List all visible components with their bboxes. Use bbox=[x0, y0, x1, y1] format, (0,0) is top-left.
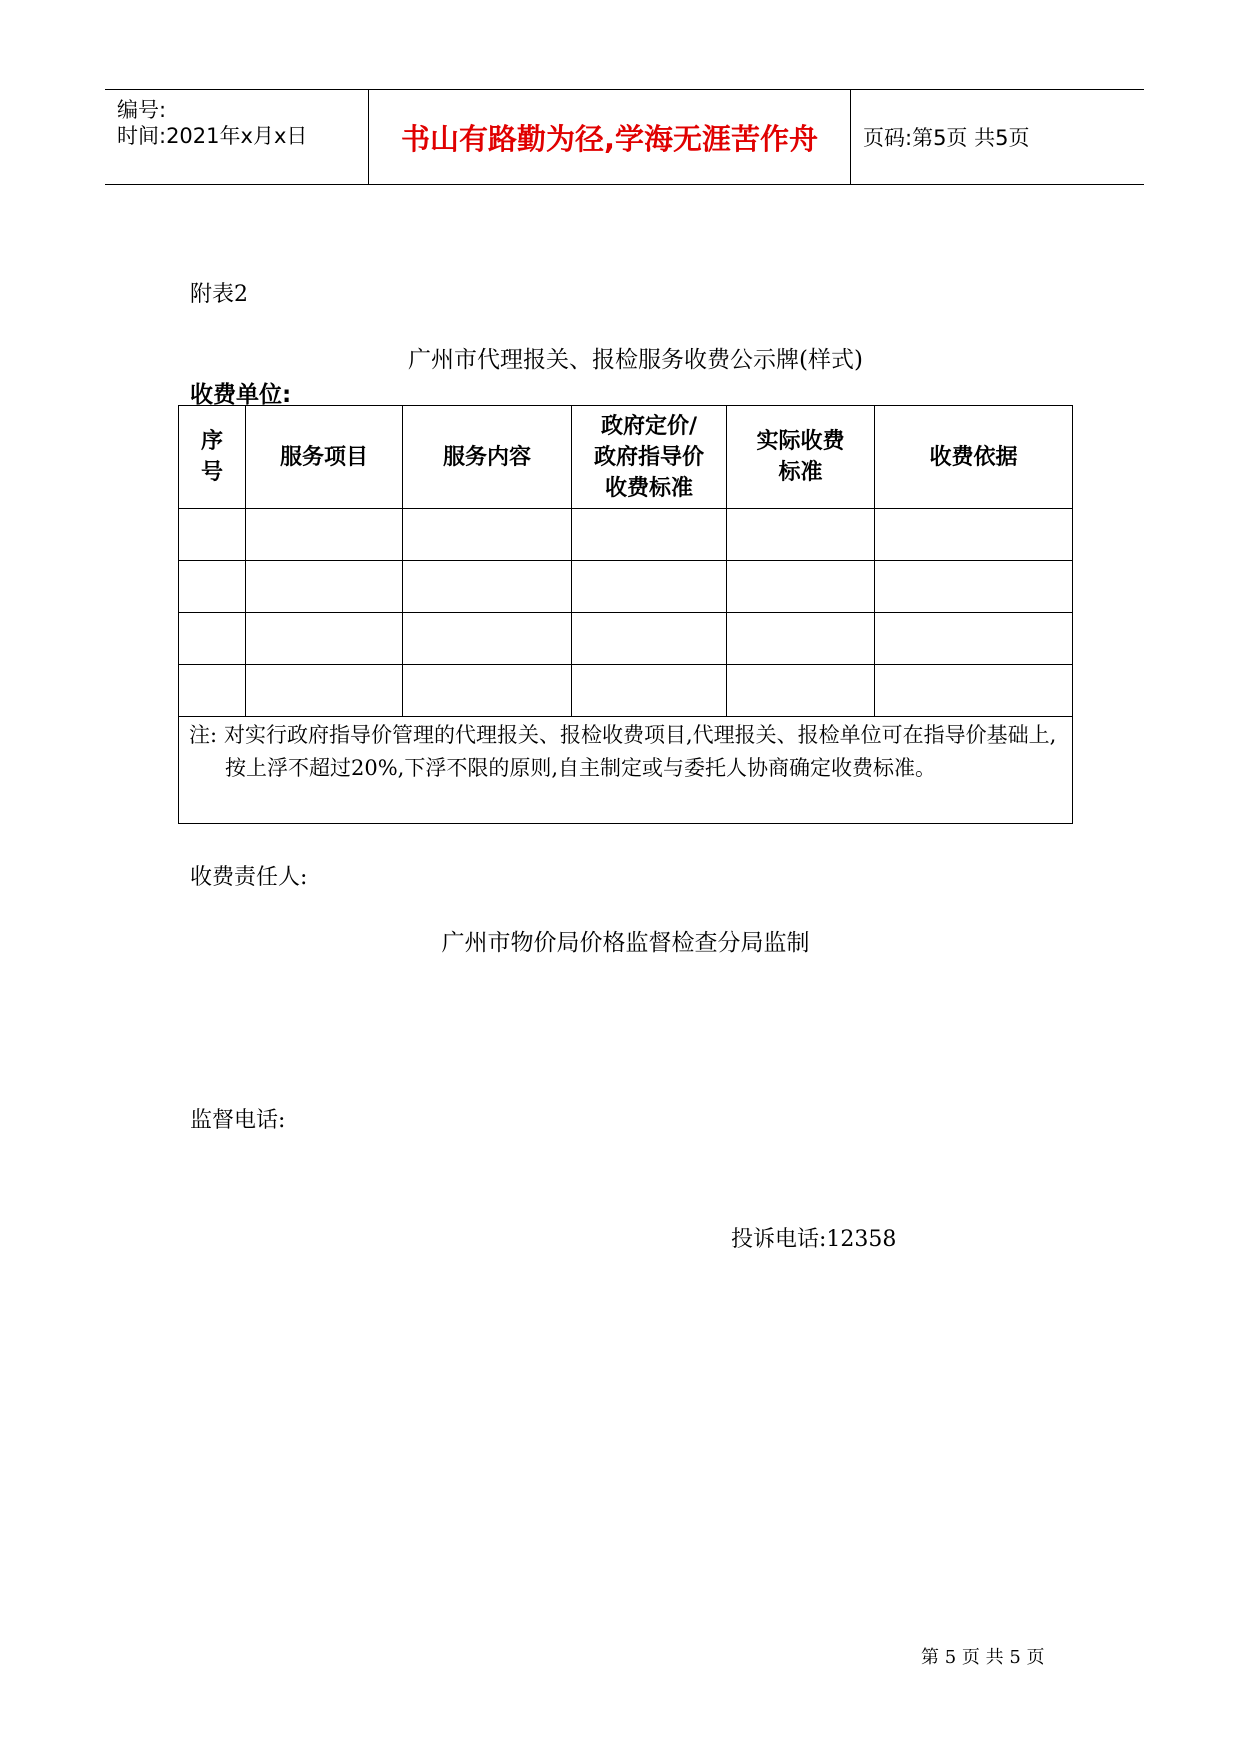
fee-unit-label: 收费单位: bbox=[190, 382, 292, 408]
table-cell bbox=[572, 613, 727, 665]
table-row bbox=[179, 665, 1073, 717]
page-footer: 第 5 页 共 5 页 bbox=[921, 1647, 1045, 1668]
header-serial-number: 序 号 bbox=[179, 406, 246, 509]
table-note bbox=[179, 717, 1073, 824]
table-header-row bbox=[179, 406, 1073, 509]
complaint-hotline: 投诉电话:12358 bbox=[731, 1227, 897, 1252]
table-cell bbox=[179, 665, 246, 717]
table-cell bbox=[727, 509, 875, 561]
table-cell bbox=[179, 509, 246, 561]
table-cell bbox=[179, 613, 246, 665]
note-text: 对实行政府指导价管理的代理报关、报检收费项目,代理报关、报检单位可在指导价基础上,按上浮不超过20%,下浮不限的原则,自主制定或与委托人协商确定收费标准。 bbox=[224, 723, 1057, 780]
table-note-row bbox=[179, 717, 1073, 824]
page-header bbox=[105, 89, 1144, 185]
table-cell bbox=[572, 561, 727, 613]
table-cell bbox=[246, 613, 403, 665]
header-fee-basis: 收费依据 bbox=[875, 406, 1073, 509]
fee-responsible-label: 收费责任人: bbox=[190, 865, 308, 890]
appendix-label: 附表2 bbox=[190, 282, 248, 307]
note-label: 注: bbox=[189, 723, 218, 747]
table-cell bbox=[572, 509, 727, 561]
header-page-info: 页码:第5页 共5页 bbox=[863, 126, 1030, 150]
table-row bbox=[179, 509, 1073, 561]
header-actual-fee: 实际收费 标准 bbox=[727, 406, 875, 509]
table-cell bbox=[403, 613, 572, 665]
table-cell bbox=[727, 665, 875, 717]
table-cell bbox=[727, 561, 875, 613]
document-number-label: 编号: bbox=[117, 98, 167, 122]
table-cell bbox=[572, 665, 727, 717]
table-cell bbox=[875, 561, 1073, 613]
fee-table bbox=[178, 405, 1073, 824]
table-cell bbox=[246, 561, 403, 613]
table-row bbox=[179, 561, 1073, 613]
table-cell bbox=[246, 509, 403, 561]
table-cell bbox=[403, 561, 572, 613]
header-government-price: 政府定价/ 政府指导价 收费标准 bbox=[572, 406, 727, 509]
header-service-content: 服务内容 bbox=[403, 406, 572, 509]
document-date: 时间:2021年x月x日 bbox=[117, 124, 308, 148]
table-cell bbox=[875, 509, 1073, 561]
header-service-item: 服务项目 bbox=[246, 406, 403, 509]
supervision-hotline-label: 监督电话: bbox=[190, 1108, 286, 1133]
table-cell bbox=[403, 665, 572, 717]
table-cell bbox=[246, 665, 403, 717]
document-title: 广州市代理报关、报检服务收费公示牌(样式) bbox=[408, 347, 863, 373]
supervised-by: 广州市物价局价格监督检查分局监制 bbox=[441, 930, 810, 956]
header-meta bbox=[105, 90, 369, 184]
table-row bbox=[179, 613, 1073, 665]
table-cell bbox=[875, 613, 1073, 665]
table-cell bbox=[875, 665, 1073, 717]
table-cell bbox=[403, 509, 572, 561]
header-motto: 书山有路勤为径,学海无涯苦作舟 bbox=[369, 90, 851, 184]
table-cell bbox=[727, 613, 875, 665]
table-cell bbox=[179, 561, 246, 613]
